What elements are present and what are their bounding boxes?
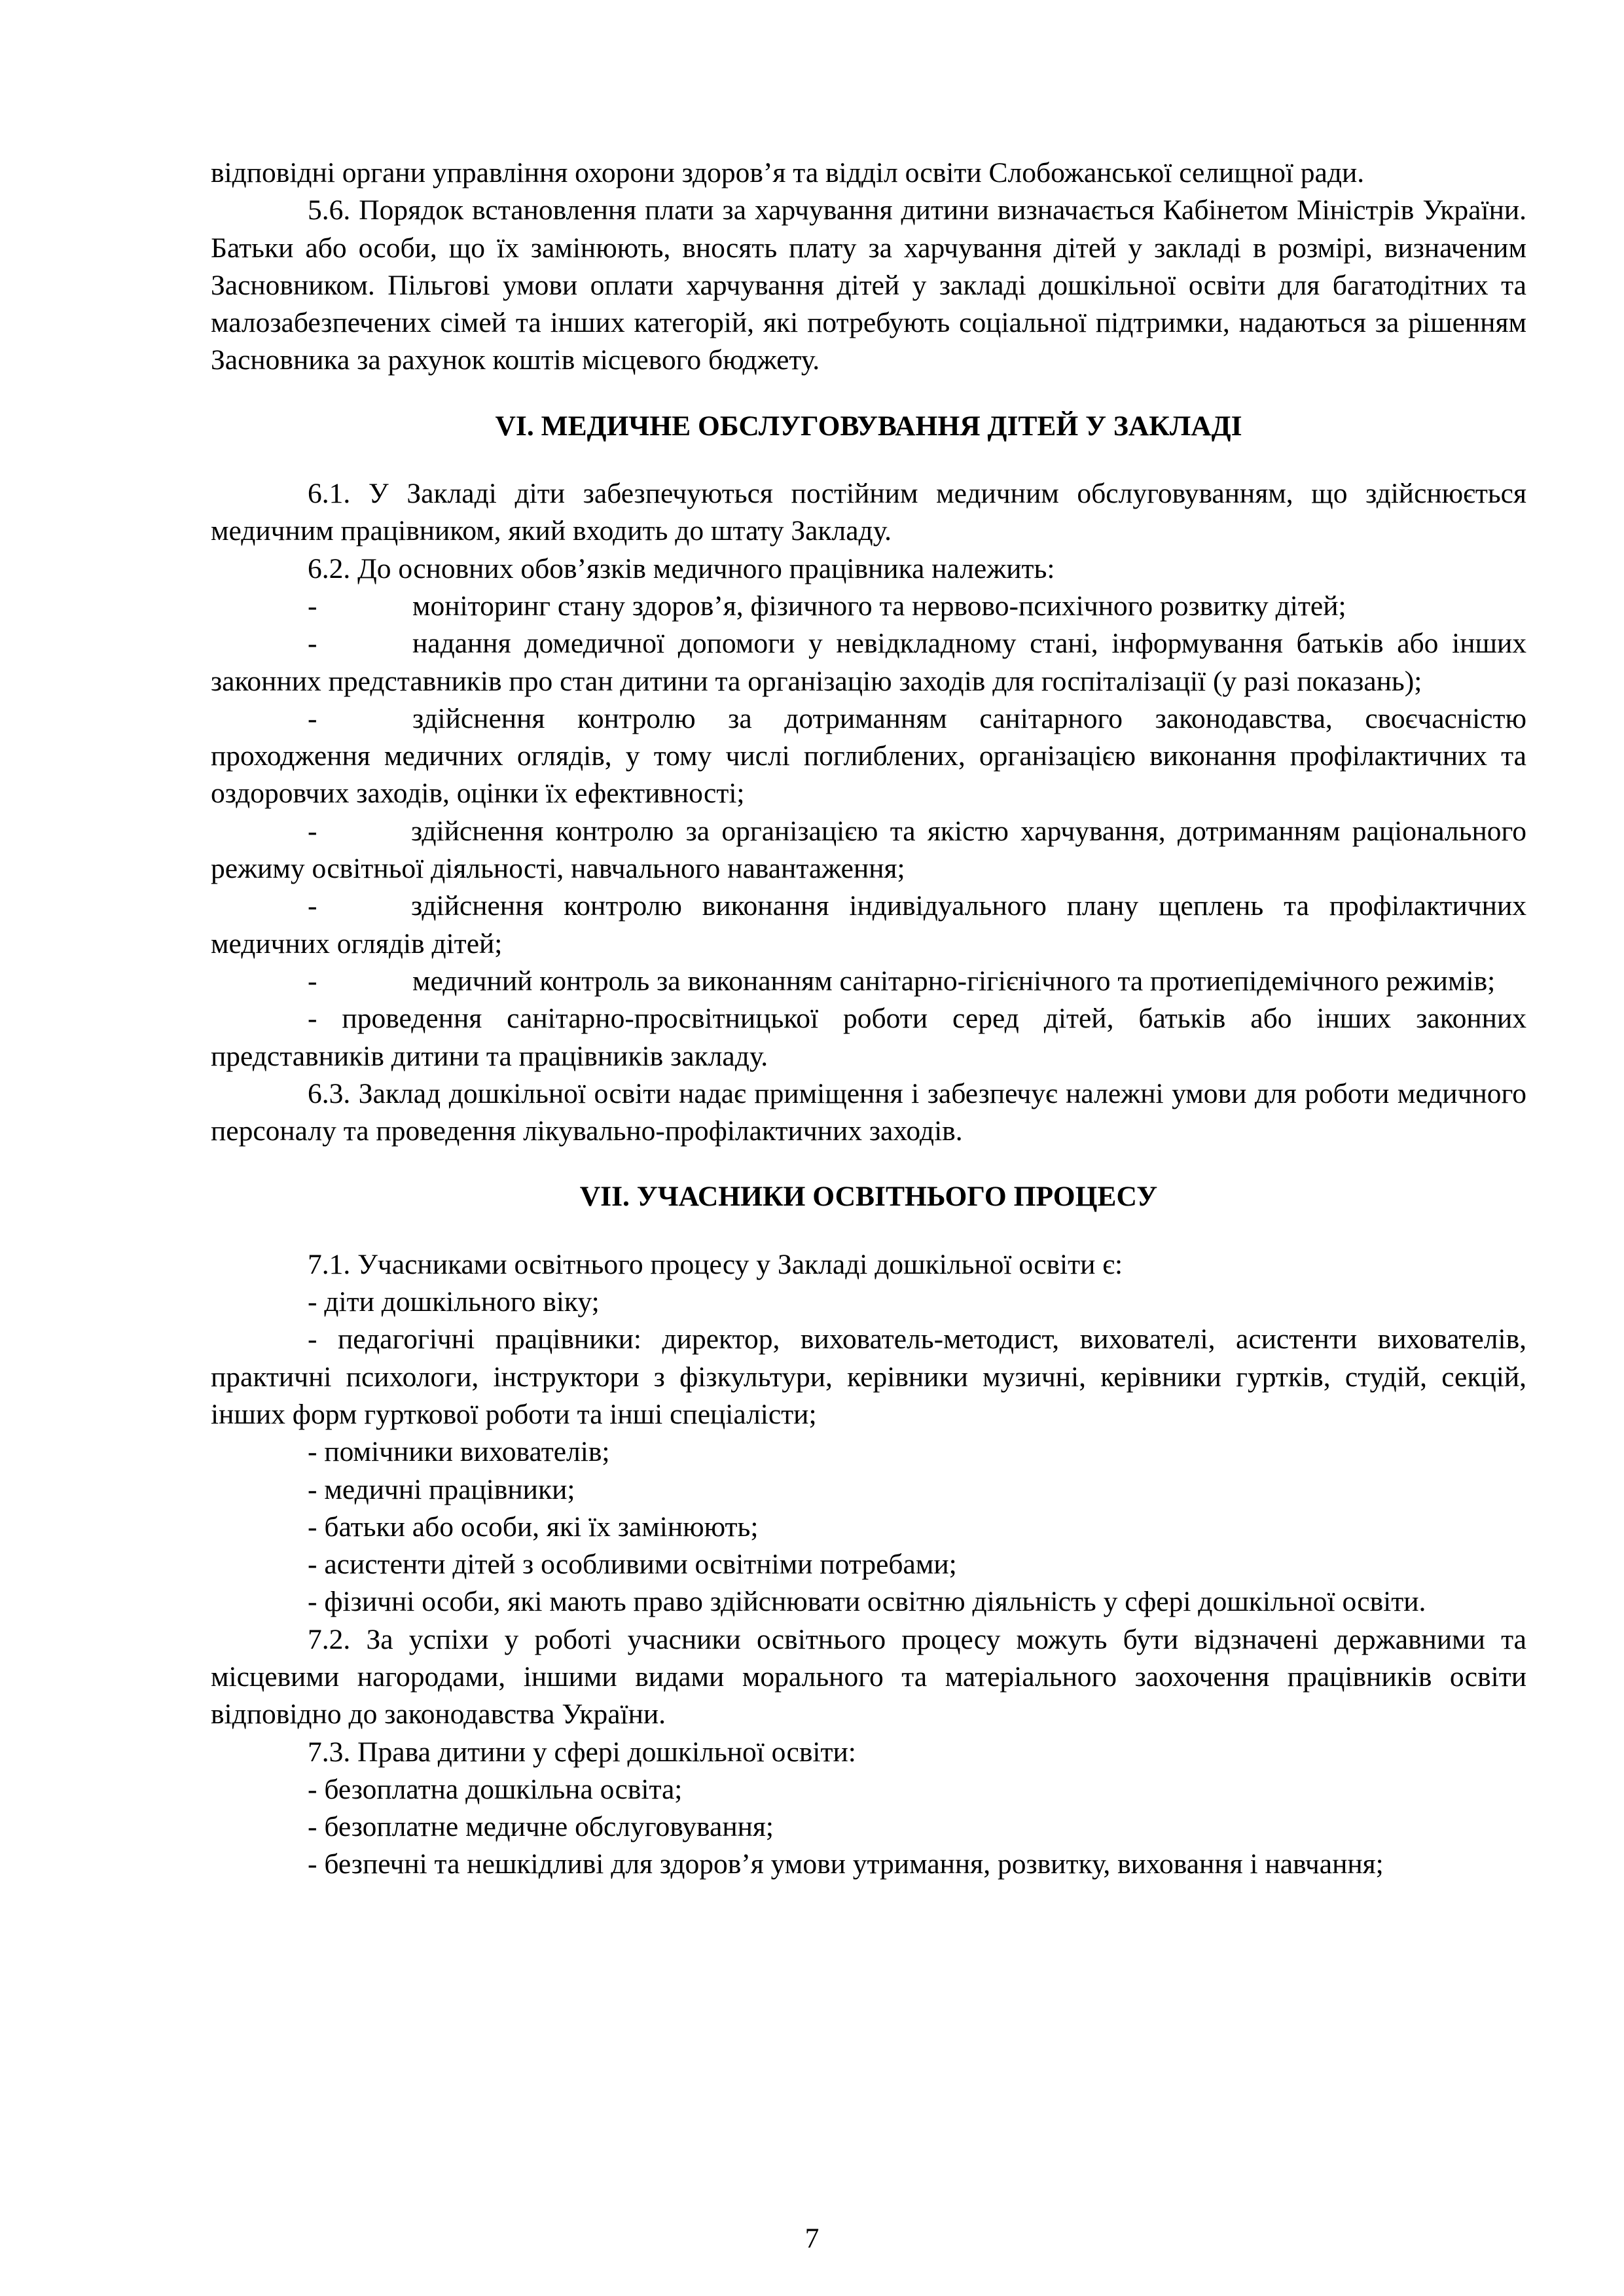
document-page [211, 154, 1526, 1884]
section-heading-vii: VII. УЧАСНИКИ ОСВІТНЬОГО ПРОЦЕСУ [579, 1181, 1158, 1213]
section-heading-vi: VI. МЕДИЧНЕ ОБСЛУГОВУВАННЯ ДІТЕЙ У ЗАКЛАДІ [495, 410, 1242, 442]
paragraph-7-2: 7.2. За успіхи у роботі учасники освітнього процесу можуть бути відзначені державними та місцевими нагородами, іншими видами морального та матеріального заохочення працівників освіти відповідно до законодавства України. [211, 1623, 1526, 1731]
list-dash: - [308, 890, 317, 922]
right-item: - безпечні та нешкідливі для здоров’я умови утримання, розвитку, виховання і навчання; [308, 1848, 1384, 1880]
participant-item: - медичні працівники; [308, 1473, 575, 1505]
participant-item: - асистенти дітей з особливими освітніми потребами; [308, 1549, 957, 1581]
list-dash: - [308, 815, 317, 847]
duty-item [211, 888, 1526, 963]
paragraph-7-1: 7.1. Учасниками освітнього процесу у Закладі дошкільної освіти є: [308, 1248, 1123, 1280]
paragraph-7-3: 7.3. Права дитини у сфері дошкільної освіти: [308, 1736, 856, 1768]
paragraph-5-6: 5.6. Порядок встановлення плати за харчування дитини визначається Кабінетом Міністрів України. Батьки або особи, що їх замінюють, вносять плату за харчування дітей у закладі в розмірі, визначеним Засновником. Пільгові умови оплати харчування дітей у закладі дошкільної освіти для багатодітних та малозабезпечених сімей та інших категорій, які потребують соціальної підтримки, надаються за рішенням Засновника за рахунок коштів місцевого бюджету. [211, 194, 1526, 376]
paragraph-6-2: 6.2. До основних обов’язків медичного працівника належить: [308, 552, 1055, 584]
right-item: - безоплатне медичне обслуговування; [308, 1811, 774, 1843]
duty-text: здійснення контролю виконання індивідуального плану щеплень та профілактичних медичних оглядів дітей; [211, 890, 1526, 960]
page-number: 7 [804, 2223, 820, 2254]
list-dash: - [308, 702, 317, 734]
list-dash: - [308, 965, 317, 997]
paragraph-6-3: 6.3. Заклад дошкільної освіти надає приміщення і забезпечує належні умови для роботи медичного персоналу та проведення лікувально-профілактичних заходів. [211, 1077, 1526, 1147]
paragraph-6-1: 6.1. У Закладі діти забезпечуються постійним медичним обслуговуванням, що здійснюється медичним працівником, який входить до штату Закладу. [211, 478, 1526, 547]
duty-item [211, 963, 1526, 1000]
duty-text: медичний контроль за виконанням санітарно-гігієнічного та протиепідемічного режимів; [412, 965, 1496, 997]
participant-item: - педагогічні працівники: директор, вихователь-методист, вихователі, асистенти вихователів, практичні психологи, інструктори з фізкультури, керівники музичні, керівники гуртків, студій, секцій, інших форм гурткової роботи та інші спеціалісти; [211, 1323, 1526, 1430]
duty-text: моніторинг стану здоров’я, фізичного та нервово-психічного розвитку дітей; [412, 590, 1346, 622]
duty-text: здійснення контролю за організацією та якістю харчування, дотриманням раціонального режиму освітньої діяльності, навчального навантаження; [211, 815, 1526, 885]
duty-item-last: - проведення санітарно-просвітницької роботи серед дітей, батьків або інших законних представників дитини та працівників закладу. [211, 1003, 1526, 1072]
list-dash: - [308, 628, 317, 660]
duty-item [211, 625, 1526, 700]
duty-text: здійснення контролю за дотриманням санітарного законодавства, своєчасністю проходження медичних оглядів, у тому числі поглиблених, організацією виконання профілактичних та оздоровчих заходів, оцінки їх ефективності; [211, 702, 1526, 810]
paragraph-continuation: відповідні органи управління охорони здоров’я та відділ освіти Слобожанської селищної ради. [211, 157, 1365, 188]
participant-item: - батьки або особи, які їх замінюють; [308, 1511, 759, 1543]
participant-item: - діти дошкільного віку; [308, 1286, 600, 1318]
right-item: - безоплатна дошкільна освіта; [308, 1773, 683, 1805]
duty-item [211, 813, 1526, 888]
list-dash: - [308, 590, 317, 622]
duty-text: надання домедичної допомоги у невідкладному стані, інформування батьків або інших законних представників про стан дитини та організацію заходів для госпіталізації (у разі показань); [211, 628, 1526, 697]
participant-item: - помічники вихователів; [308, 1436, 610, 1468]
duty-item [211, 700, 1526, 813]
participant-item: - фізичні особи, які мають право здійснювати освітню діяльність у сфері дошкільної освіти. [308, 1586, 1426, 1618]
duty-item [211, 588, 1526, 625]
